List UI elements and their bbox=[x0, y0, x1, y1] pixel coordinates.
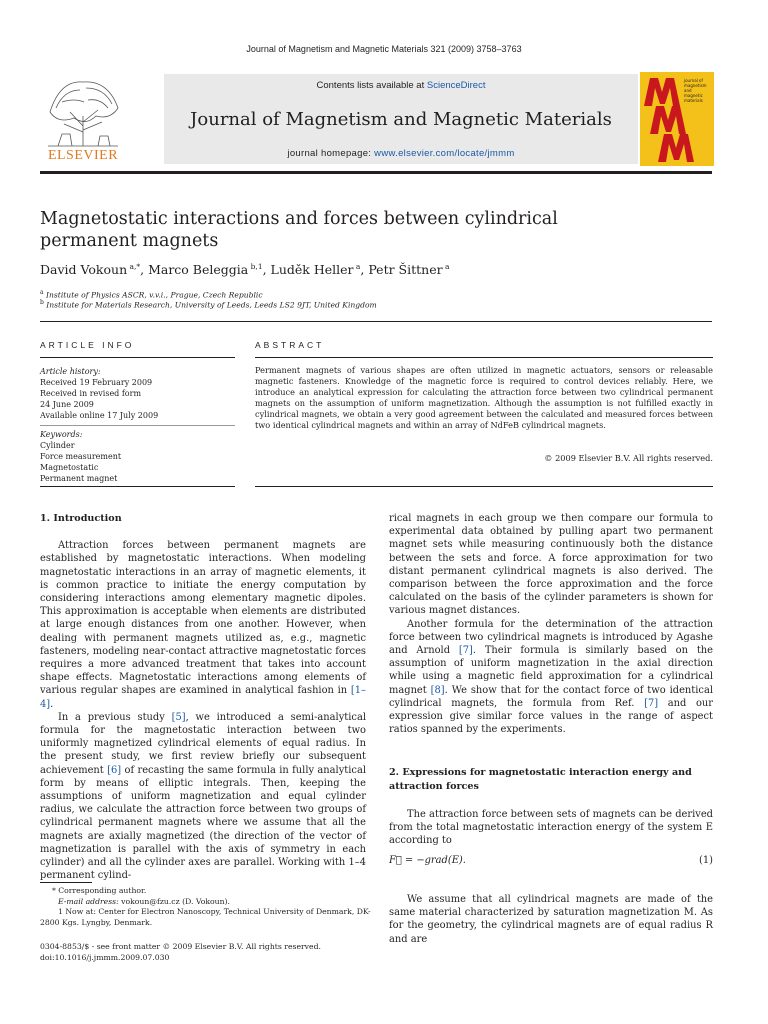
citation-link[interactable]: [7] bbox=[644, 697, 659, 709]
keyword: Permanent magnet bbox=[40, 474, 118, 483]
paragraph: In a previous study [5], we introduced a semi-analytical formula for the magnetostatic interaction between two uniformly magnetized cylindrical elements of equal radius. In the present study, we first review briefly our subsequent achievement [6] of recasting the same formula in fully analytical form by means of elliptic integrals. Then, keeping the assumptions of uniform magnetization and equal cylinder radius, we calculate the attraction force between two groups of cylindrical permanent magnets where we assume that all the magnets are axially magnetized (the direction of the vector of magnetization is parallel with the axis of symmetry in each cylinder) and all the cylinder axes are parallel. Working with 1–4 permanent cylind- bbox=[40, 711, 366, 882]
keyword: Magnetostatic bbox=[40, 463, 99, 472]
paragraph: Another formula for the determination of the attraction force between two cylindrical magnets is introduced by Agashe and Arnold [7]. Their formula is similarly based on the assumption of uniform magnetization in the axial direction while using a magnetic field approximation for a cylindrical magnet [8]. We show that for the contact force of two identical cylindrical magnets, the formula from Ref. [7] and our expression give similar force values in the range of aspect ratios spanned by the experiments. bbox=[389, 618, 714, 736]
affiliation bbox=[40, 299, 640, 310]
author-affiliation-mark[interactable]: a bbox=[442, 262, 450, 271]
abstract-bottom-rule bbox=[255, 486, 713, 487]
svg-text:magnetism: magnetism bbox=[684, 83, 707, 88]
body-right-column bbox=[389, 512, 713, 736]
author-separator: , bbox=[140, 262, 149, 278]
author-affiliation-mark[interactable]: a,* bbox=[127, 262, 141, 271]
elsevier-logo[interactable] bbox=[40, 72, 126, 166]
abstract-rule bbox=[255, 357, 713, 358]
journal-title: Journal of Magnetism and Magnetic Materials bbox=[190, 109, 612, 130]
equation-text: F⃗ = −grad(E). bbox=[389, 855, 466, 866]
keyword: Cylinder bbox=[40, 441, 75, 450]
footnote-note: 1 Now at: Center for Electron Nanoscopy, Technical University of Denmark, DK-2800 Kgs. Lyngby, Denmark. bbox=[40, 907, 371, 927]
citation-link[interactable]: [6] bbox=[107, 764, 122, 776]
paragraph: We assume that all cylindrical magnets are made of the same material characterized by saturation magnetization M. As for the geometry, the cylindrical magnets are of equal radius R and are bbox=[389, 894, 713, 945]
issn-doi bbox=[40, 941, 440, 963]
svg-text:magnetic: magnetic bbox=[684, 93, 703, 98]
homepage-link[interactable]: www.elsevier.com/locate/jmmm bbox=[374, 148, 515, 159]
footnote-rule bbox=[40, 882, 92, 883]
history-item: Available online 17 July 2009 bbox=[40, 411, 159, 420]
history-item: 24 June 2009 bbox=[40, 400, 94, 409]
publisher-logo-text: ELSEVIER bbox=[47, 148, 119, 163]
homepage-prefix: journal homepage: bbox=[287, 148, 375, 159]
sciencedirect-link[interactable]: ScienceDirect bbox=[426, 80, 486, 91]
affiliation-text: Institute of Physics ASCR, v.v.i., Prague, Czech Republic bbox=[43, 290, 263, 300]
abstract-copyright: © 2009 Elsevier B.V. All rights reserved. bbox=[544, 453, 713, 463]
homepage-line bbox=[164, 148, 638, 159]
paragraph: The attraction force between sets of magnets can be derived from the total magnetostatic interaction energy of the system E according to bbox=[389, 809, 713, 847]
abstract-text: Permanent magnets of various shapes are often utilized in magnetic actuators, sensors or releasable magnetic fasteners. Knowledge of the magnetic force is required to control devices reliably. Here, we introduce an analytical expression for calculating the attraction force between two cylindrical permanent magnets on the assumption of uniform magnetization. Although the assumption is not fulfilled exactly in cylindrical magnets, we obtain a very good agreement between the calculated and measured forces between two identical cylindrical magnets and within an array of NdFeB cylindrical magnets. bbox=[255, 365, 713, 431]
article-title: Magnetostatic interactions and forces between cylindrical permanent magnets bbox=[40, 209, 558, 251]
history-item: Received 19 February 2009 bbox=[40, 378, 153, 387]
section-heading: 1. Introduction bbox=[40, 513, 122, 524]
citation-link[interactable]: [7] bbox=[458, 645, 473, 657]
citation-link[interactable]: [1–4] bbox=[40, 685, 366, 710]
citation-link[interactable]: [5] bbox=[171, 711, 186, 723]
journal-banner bbox=[40, 72, 712, 166]
article-history-label: Article history: bbox=[40, 367, 101, 376]
author-list bbox=[40, 262, 720, 277]
article-info-heading: ARTICLE INFO bbox=[40, 340, 135, 350]
keyword: Force measurement bbox=[40, 452, 122, 461]
svg-text:materials: materials bbox=[684, 98, 703, 103]
running-head: Journal of Magnetism and Magnetic Materials 321 (2009) 3758–3763 bbox=[246, 44, 522, 54]
author-separator: , bbox=[360, 262, 369, 278]
article-info-rule bbox=[40, 357, 235, 358]
article-info-bottom-rule bbox=[40, 486, 235, 487]
doi-line[interactable]: doi:10.1016/j.jmmm.2009.07.030 bbox=[40, 953, 170, 962]
affiliation-text: Institute for Materials Research, University of Leeds, Leeds LS2 9JT, United Kingdom bbox=[43, 300, 377, 310]
author-affiliation-mark[interactable]: b,1 bbox=[248, 262, 263, 271]
paragraph: rical magnets in each group we then compare our formula to experimental data obtained by pulling apart two permanent magnet sets while measuring continuously both the distance between the sets and force. A force approximation for two distant permanent cylindrical magnets is also derived. The comparison between the force approximation and the force calculated on the basis of the cylinder parameters is shown for various magnet distances. bbox=[389, 513, 713, 617]
info-divider bbox=[40, 425, 235, 426]
email-link[interactable]: vokoun@fzu.cz (D. Vokoun). bbox=[121, 896, 230, 906]
author-name[interactable]: Petr Šittner bbox=[368, 262, 443, 278]
section-heading: 2. Expressions for magnetostatic interaction energy and attraction forces bbox=[389, 767, 692, 792]
contents-line bbox=[164, 80, 638, 91]
history-item: Received in revised form bbox=[40, 389, 142, 398]
body-left-column bbox=[40, 512, 366, 882]
footnotes bbox=[40, 886, 378, 928]
citation-link[interactable]: [8] bbox=[430, 684, 445, 696]
abstract-heading: ABSTRACT bbox=[255, 340, 325, 350]
footnote-email: E-mail address: vokoun@fzu.cz (D. Vokoun). bbox=[58, 896, 230, 906]
equation-number: (1) bbox=[699, 855, 713, 866]
author-name[interactable]: Luděk Heller bbox=[270, 262, 354, 278]
equation bbox=[389, 854, 713, 867]
author-affiliation-mark[interactable]: a bbox=[353, 262, 361, 271]
issn-line: 0304-8853/$ - see front matter © 2009 Elsevier B.V. All rights reserved. bbox=[40, 942, 321, 951]
author-name[interactable]: David Vokoun bbox=[40, 262, 128, 278]
keywords-label: Keywords: bbox=[40, 430, 83, 439]
journal-cover-thumbnail[interactable] bbox=[640, 72, 714, 166]
affiliation-mark: a bbox=[40, 289, 44, 296]
banner-rule bbox=[40, 171, 712, 174]
author-separator: , bbox=[262, 262, 271, 278]
mmm-cover-icon bbox=[640, 72, 714, 166]
journal-masthead bbox=[164, 74, 638, 164]
svg-text:journal of: journal of bbox=[684, 78, 703, 83]
paragraph: Attraction forces between permanent magnets are established by magnetostatic interactions. When modeling magnetostatic interactions in an array of magnetic elements, it is common practice to initiate the energy computation by considering interactions among elementary magnetic dipoles. This approximation is acceptable when elements are distributed at large enough distances from one another. However, when dealing with permanent magnets utilized as, e.g., magnetic fasteners, modeling near-contact attractive magnetostatic forces requires a more advanced treatment that takes into account shape effects. Magnetostatic interactions among elements of various regular shapes are examined in analytical fashion in [1–4]. bbox=[40, 540, 366, 710]
footnote-corresponding: * Corresponding author. bbox=[52, 886, 147, 895]
author-name[interactable]: Marco Beleggia bbox=[148, 262, 249, 278]
affiliation bbox=[40, 289, 640, 300]
contents-prefix: Contents lists available at bbox=[316, 80, 427, 91]
affiliation-mark: b bbox=[40, 299, 44, 306]
svg-text:and: and bbox=[684, 88, 692, 93]
header-rule bbox=[40, 321, 712, 322]
